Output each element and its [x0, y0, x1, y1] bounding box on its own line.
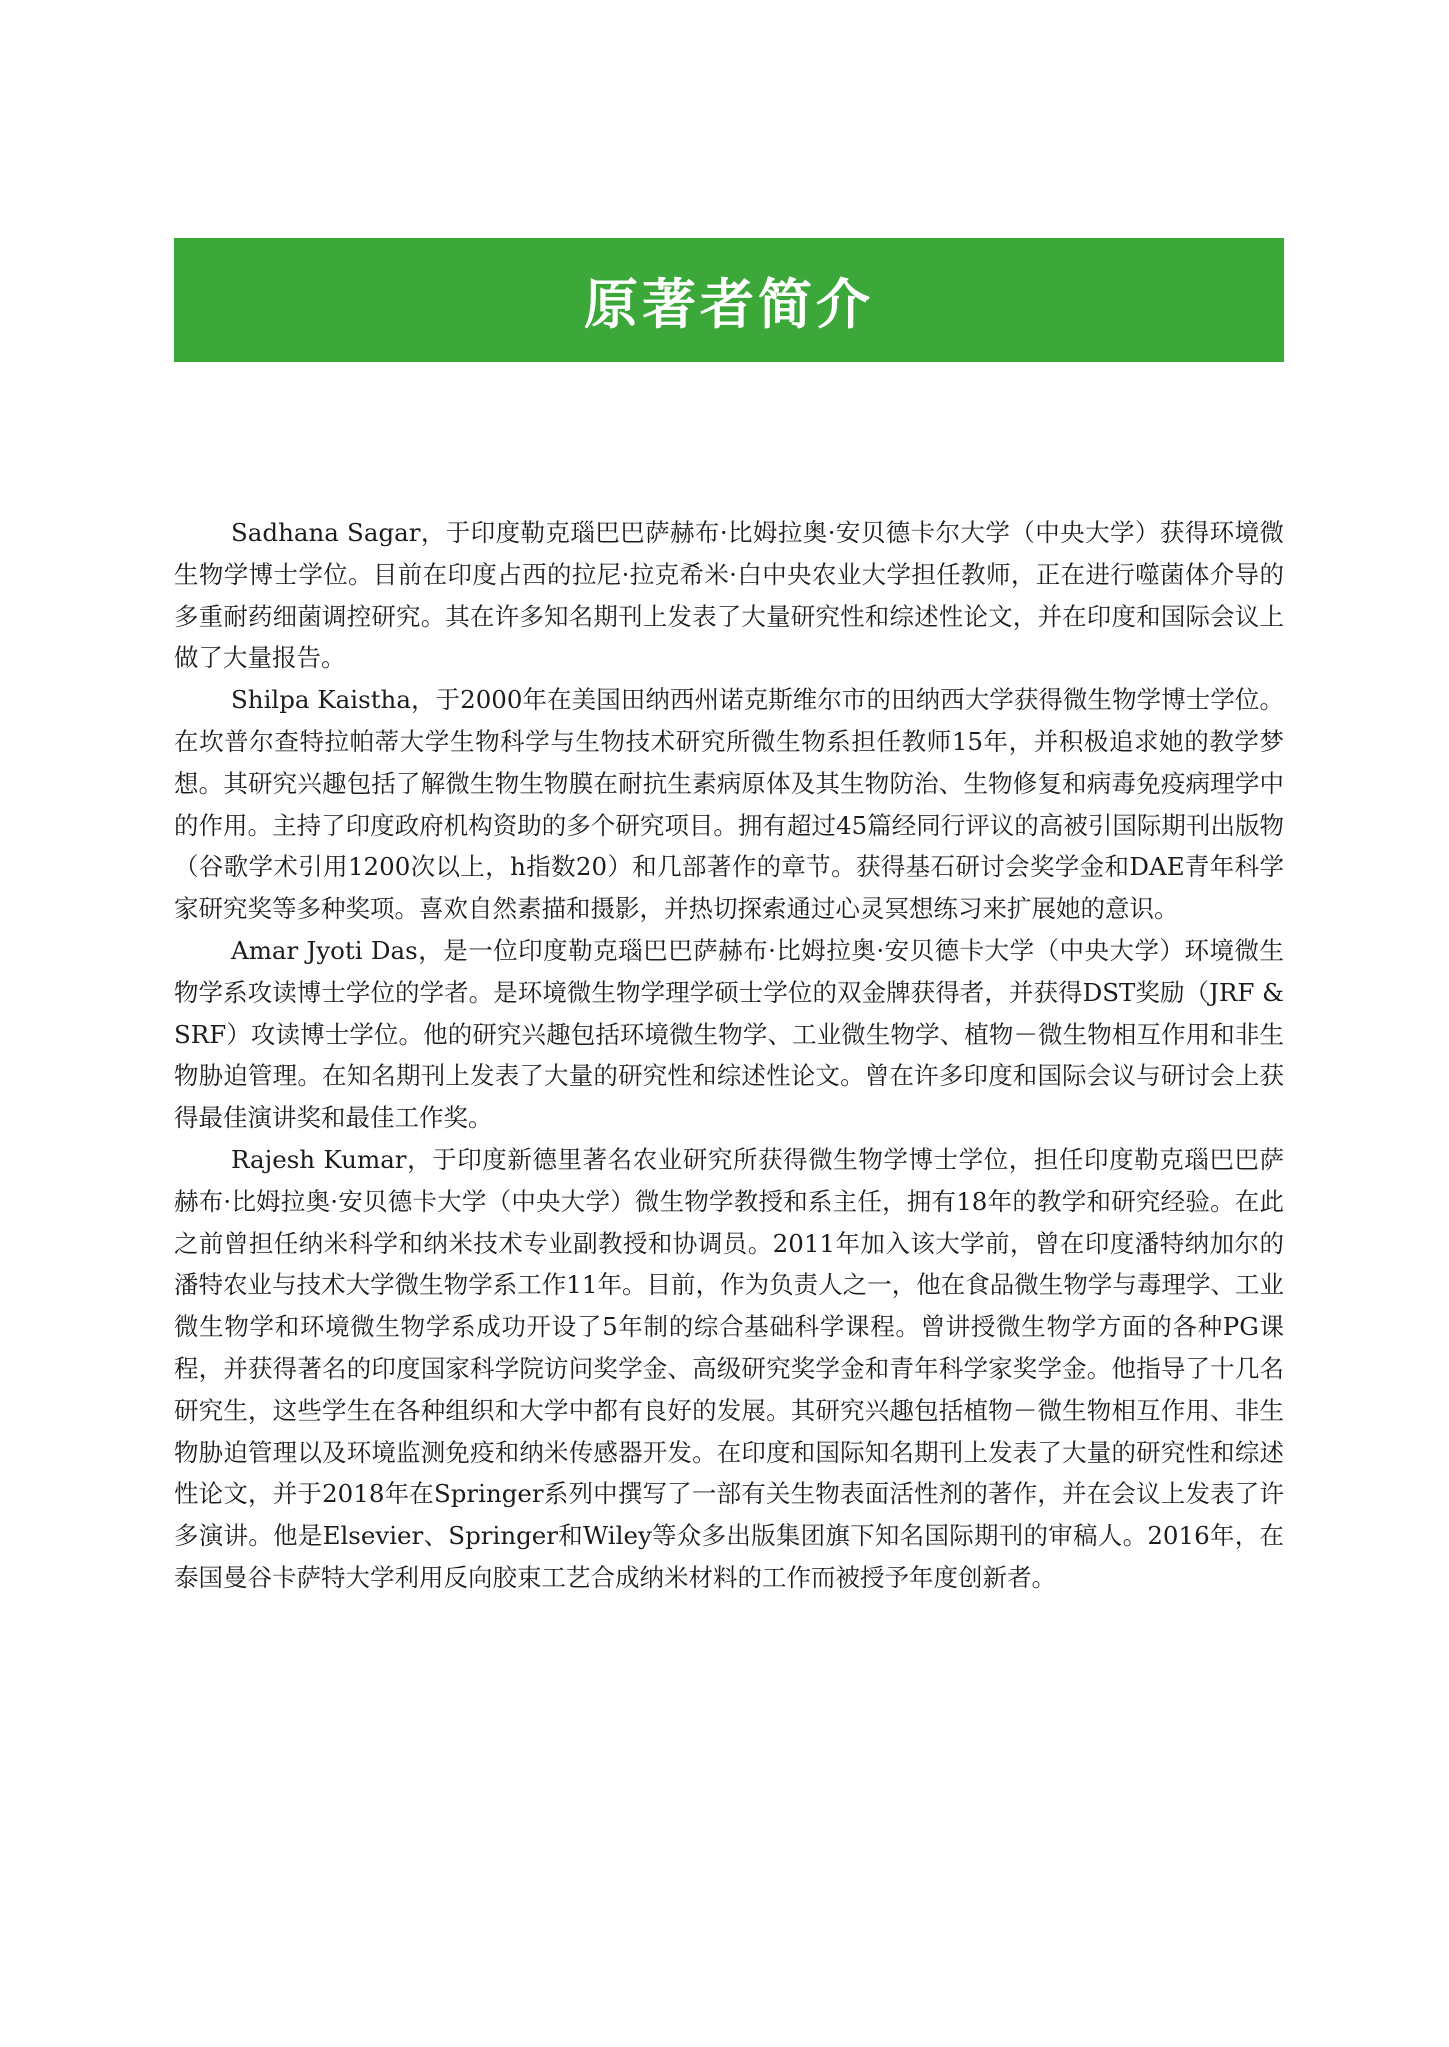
bio-paragraph-rajesh-kumar: Rajesh Kumar，于印度新德里著名农业研究所获得微生物学博士学位，担任印度勒克瑙巴巴萨赫布·比姆拉奥·安贝德卡大学（中央大学）微生物学教授和系主任，拥有18年的教学和研究经验。在此之前曾担任纳米科学和纳米技术专业副教授和协调员。2011年加入该大学前，曾在印度潘特纳加尔的潘特农业与技术大学微生物学系工作11年。目前，作为负责人之一，他在食品微生物学与毒理学、工业微生物学和环境微生物学系成功开设了5年制的综合基础科学课程。曾讲授微生物学方面的各种PG课程，并获得著名的印度国家科学院访问奖学金、高级研究奖学金和青年科学家奖学金。他指导了十几名研究生，这些学生在各种组织和大学中都有良好的发展。其研究兴趣包括植物－微生物相互作用、非生物胁迫管理以及环境监测免疫和纳米传感器开发。在印度和国际知名期刊上发表了大量的研究性和综述性论文，并于2018年在Springer系列中撰写了一部有关生物表面活性剂的著作，并在会议上发表了许多演讲。他是Elsevier、Springer和Wiley等众多出版集团旗下知名国际期刊的审稿人。2016年，在泰国曼谷卡萨特大学利用反向胶束工艺合成纳米材料的工作而被授予年度创新者。: [174, 1144, 1284, 1592]
bio-section: [174, 512, 1284, 1599]
bio-paragraph-amar-jyoti-das: Amar Jyoti Das，是一位印度勒克瑙巴巴萨赫布·比姆拉奥·安贝德卡大学（中央大学）环境微生物学系攻读博士学位的学者。是环境微生物学理学硕士学位的双金牌获得者，并获得DST奖励（JRF & SRF）攻读博士学位。他的研究兴趣包括环境微生物学、工业微生物学、植物－微生物相互作用和非生物胁迫管理。在知名期刊上发表了大量的研究性和综述性论文。曾在许多印度和国际会议与研讨会上获得最佳演讲奖和最佳工作奖。: [174, 935, 1284, 1133]
page-title: 原著者简介: [584, 271, 874, 336]
bio-paragraph-shilpa-kaistha: Shilpa Kaistha，于2000年在美国田纳西州诺克斯维尔市的田纳西大学获得微生物学博士学位。在坎普尔查特拉帕蒂大学生物科学与生物技术研究所微生物系担任教师15年，并积极追求她的教学梦想。其研究兴趣包括了解微生物生物膜在耐抗生素病原体及其生物防治、生物修复和病毒免疫病理学中的作用。主持了印度政府机构资助的多个研究项目。拥有超过45篇经同行评议的高被引国际期刊出版物（谷歌学术引用1200次以上，h指数20）和几部著作的章节。获得基石研讨会奖学金和DAE青年科学家研究奖等多种奖项。喜欢自然素描和摄影，并热切探索通过心灵冥想练习来扩展她的意识。: [174, 685, 1284, 924]
bio-paragraph-sadhana-sagar: Sadhana Sagar，于印度勒克瑙巴巴萨赫布·比姆拉奥·安贝德卡尔大学（中央大学）获得环境微生物学博士学位。目前在印度占西的拉尼·拉克希米·白中央农业大学担任教师，正在进行噬菌体介导的多重耐药细菌调控研究。其在许多知名期刊上发表了大量研究性和综述性论文，并在印度和国际会议上做了大量报告。: [174, 518, 1284, 673]
title-banner: [174, 238, 1284, 362]
